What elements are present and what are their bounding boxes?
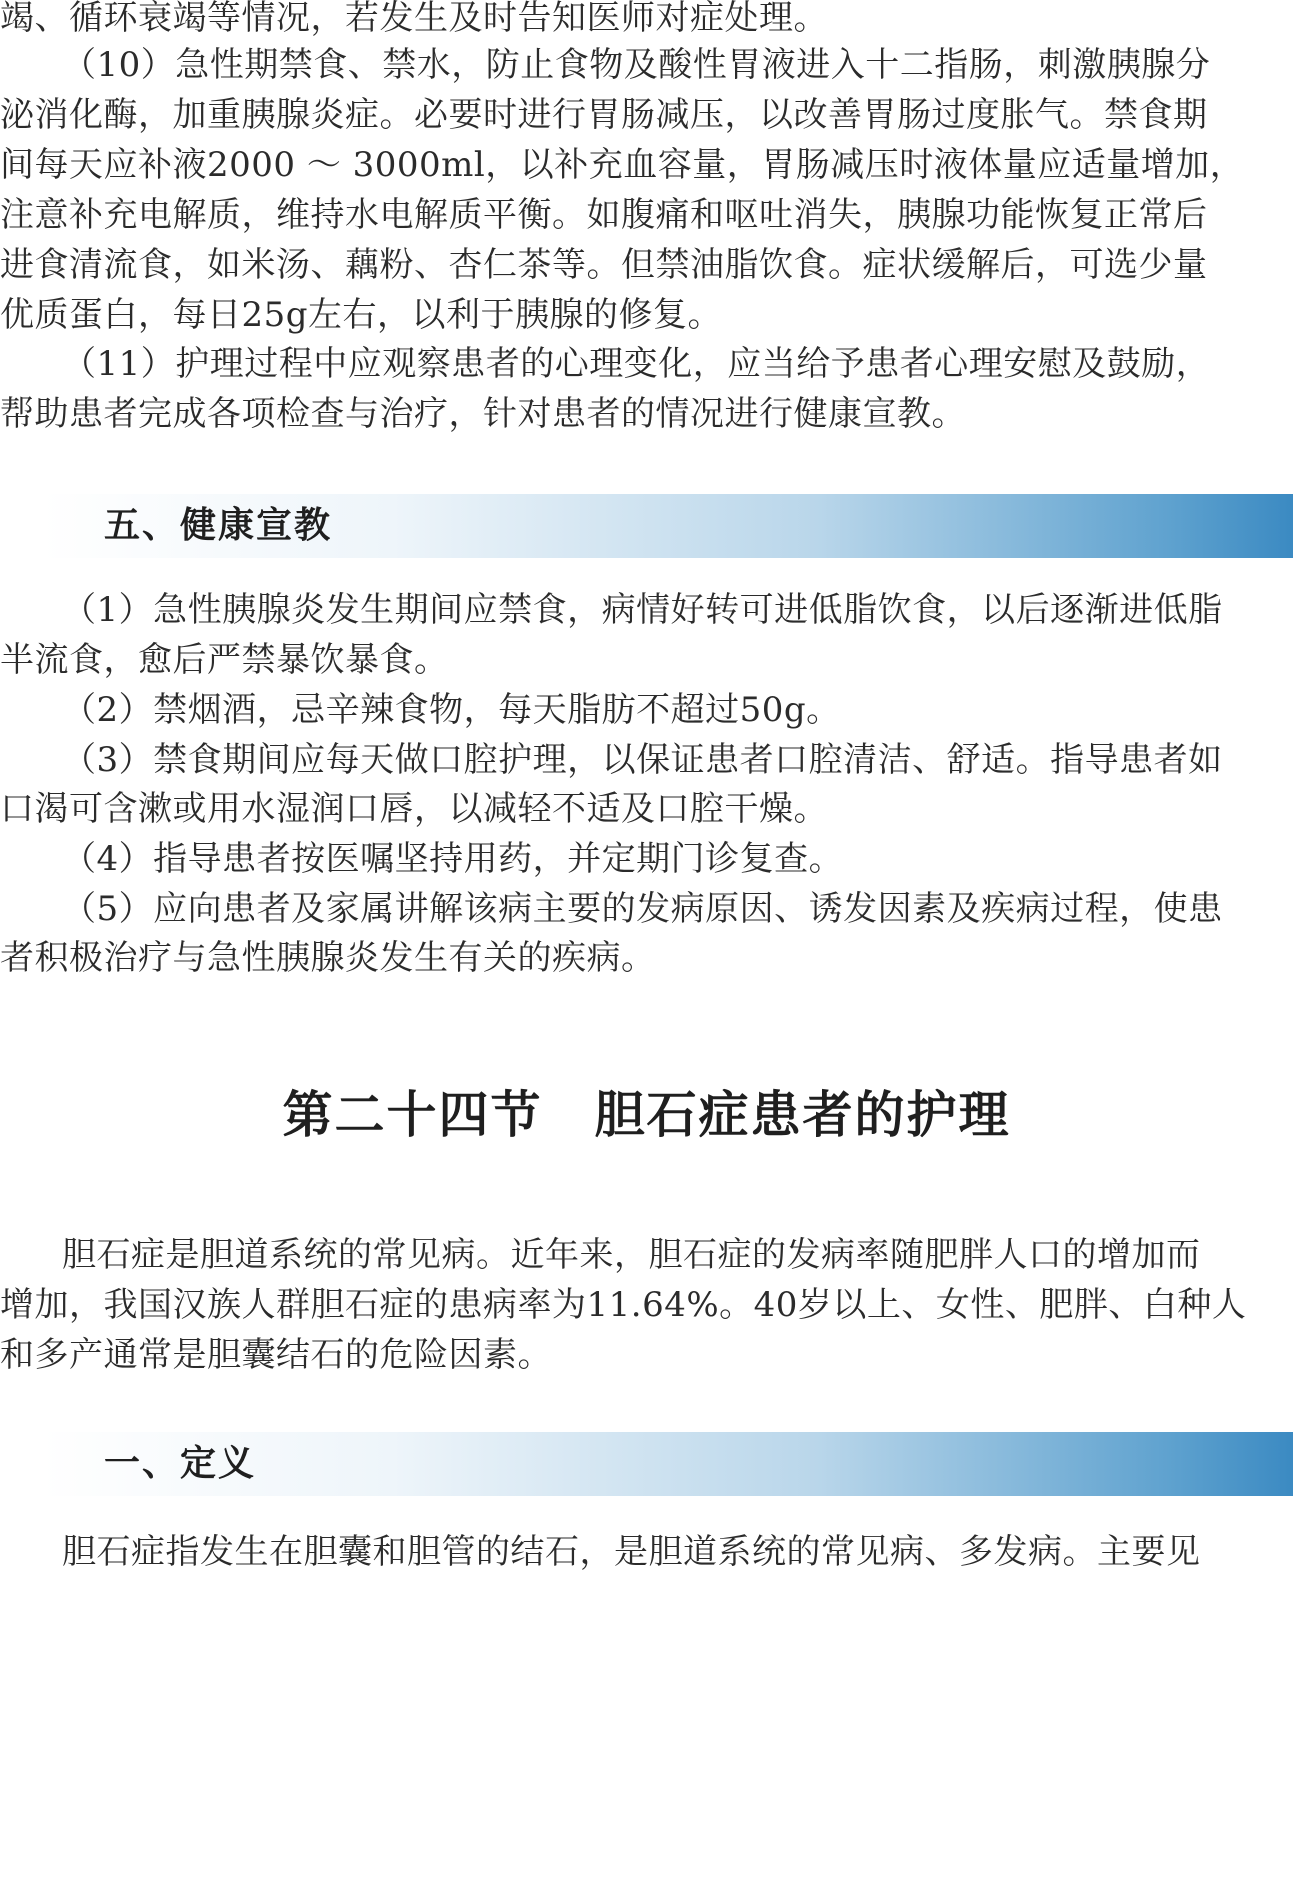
paragraph-start-line: （1）急性胰腺炎发生期间应禁食，病情好转可进低脂饮食，以后逐渐进低脂 <box>62 590 1223 630</box>
paragraph-start-line: （2）禁烟酒，忌辛辣食物，每天脂肪不超过50g。 <box>62 690 841 730</box>
text-line: 间每天应补液2000 ～ 3000ml，以补充血容量，胃肠减压时液体量应适量增加， <box>0 145 1245 185</box>
text-line: 进食清流食，如米汤、藕粉、杏仁茶等。但禁油脂饮食。症状缓解后，可选少量 <box>0 245 1208 285</box>
subsection-heading: 五、健康宣教 <box>104 505 333 546</box>
paragraph-start-line: （5）应向患者及家属讲解该病主要的发病原因、诱发因素及疾病过程，使患 <box>62 889 1223 929</box>
text-line: 泌消化酶，加重胰腺炎症。必要时进行胃肠减压，以改善胃肠过度胀气。禁食期 <box>0 95 1208 135</box>
paragraph-start-line: 胆石症指发生在胆囊和胆管的结石，是胆道系统的常见病、多发病。主要见 <box>62 1532 1201 1572</box>
paragraph-start-line: （10）急性期禁食、禁水，防止食物及酸性胃液进入十二指肠，刺激胰腺分 <box>62 45 1211 85</box>
text-line: 口渴可含漱或用水湿润口唇，以减轻不适及口腔干燥。 <box>0 789 828 829</box>
text-line: 注意补充电解质，维持水电解质平衡。如腹痛和呕吐消失，胰腺功能恢复正常后 <box>0 195 1208 235</box>
text-line: 半流食，愈后严禁暴饮暴食。 <box>0 640 449 680</box>
text-line: 竭、循环衰竭等情况，若发生及时告知医师对症处理。 <box>0 0 828 38</box>
paragraph-start-line: （4）指导患者按医嘱坚持用药，并定期门诊复查。 <box>62 839 844 879</box>
text-line: 优质蛋白，每日25g左右，以利于胰腺的修复。 <box>0 295 723 335</box>
subsection-heading: 一、定义 <box>104 1443 257 1484</box>
paragraph-start-line: （11）护理过程中应观察患者的心理变化，应当给予患者心理安慰及鼓励， <box>62 344 1211 384</box>
section-title: 第二十四节 胆石症患者的护理 <box>282 1086 1011 1144</box>
text-line: 帮助患者完成各项检查与治疗，针对患者的情况进行健康宣教。 <box>0 394 966 434</box>
paragraph-start-line: 胆石症是胆道系统的常见病。近年来，胆石症的发病率随肥胖人口的增加而 <box>62 1235 1201 1275</box>
subsection-banner <box>42 1432 1293 1496</box>
paragraph-start-line: （3）禁食期间应每天做口腔护理，以保证患者口腔清洁、舒适。指导患者如 <box>62 740 1223 780</box>
text-line: 和多产通常是胆囊结石的危险因素。 <box>0 1335 552 1375</box>
subsection-banner <box>42 494 1293 558</box>
text-line: 增加，我国汉族人群胆石症的患病率为11.64%。40岁以上、女性、肥胖、白种人 <box>0 1285 1247 1325</box>
text-line: 者积极治疗与急性胰腺炎发生有关的疾病。 <box>0 938 656 978</box>
